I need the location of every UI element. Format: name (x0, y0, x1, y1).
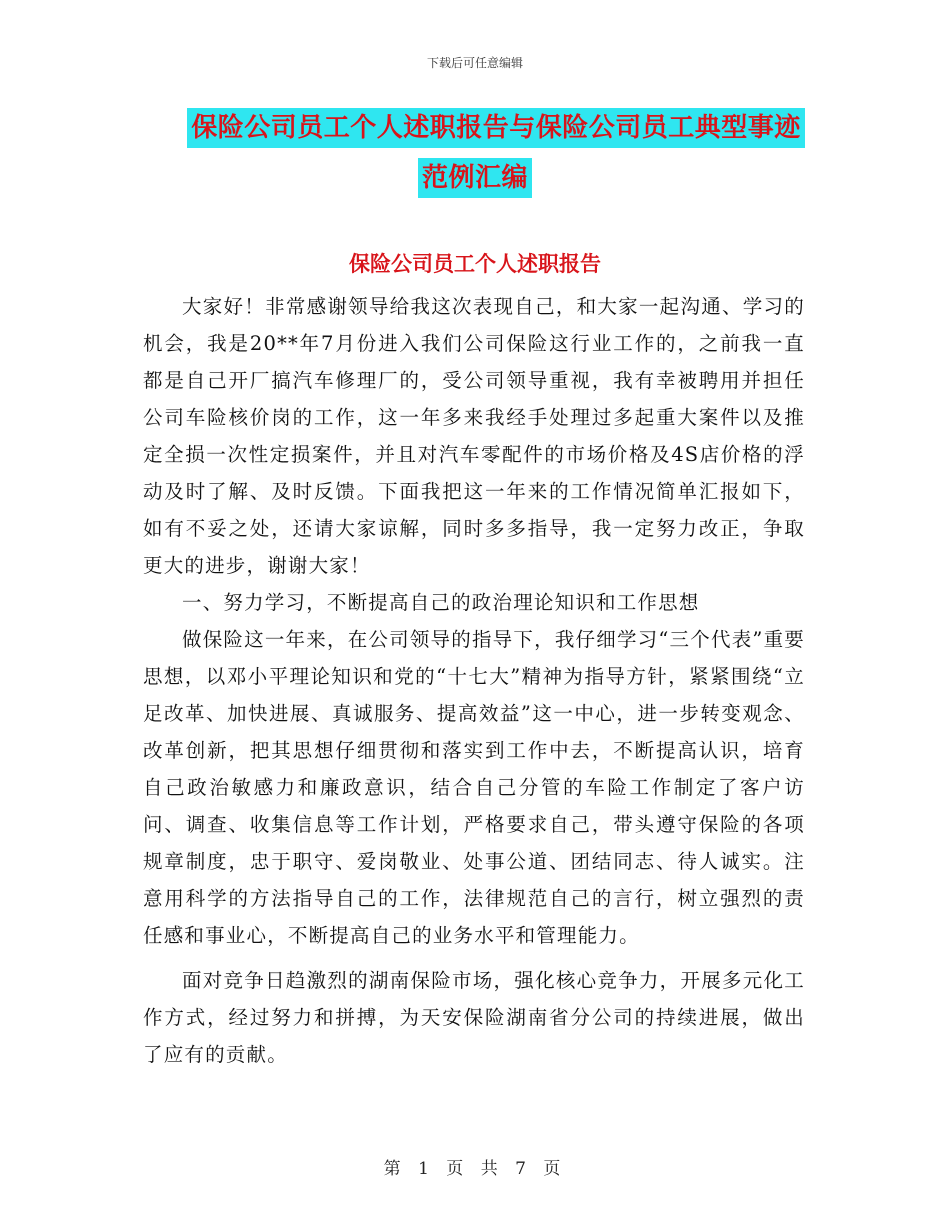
section-title: 保险公司员工个人述职报告 (349, 251, 601, 276)
paragraph-intro: 大家好！非常感谢领导给我这次表现自己，和大家一起沟通、学习的机会，我是20**年7月份进入我们公司保险这行业工作的，之前我一直都是自己开厂搞汽车修理厂的，受公司领导重视，我有幸被聘用并担任公司车险核价岗的工作，这一年多来我经手处理过多起重大案件以及推定全损一次性定损案件，并且对汽车零配件的市场价格及4S店价格的浮动及时了解、及时反馈。下面我把这一年来的工作情况简单汇报如下，如有不妥之处，还请大家谅解，同时多多指导，我一定努力改正，争取更大的进步，谢谢大家！ (143, 295, 805, 577)
body-text (143, 288, 805, 1073)
title-line-1: 保险公司员工个人述职报告与保险公司员工典型事迹 (187, 108, 805, 148)
paragraph-study: 做保险这一年来，在公司领导的指导下，我仔细学习“三个代表”重要思想，以邓小平理论知识和党的“十七大”精神为指导方针，紧紧围绕“立足改革、加快进展、真诚服务、提高效益”这一中心，进一步转变观念、改革创新，把其思想仔细贯彻和落实到工作中去，不断提高认识，培育自己政治敏感力和廉政意识，结合自己分管的车险工作制定了客户访问、调查、收集信息等工作计划，严格要求自己，带头遵守保险的各项规章制度，忠于职守、爱岗敬业、处事公道、团结同志、待人诚实。注意用科学的方法指导自己的工作，法律规范自己的言行，树立强烈的责任感和事业心，不断提高自己的业务水平和管理能力。 (143, 628, 805, 947)
page-number-footer: 第 1 页 共 7 页 (383, 1159, 567, 1179)
header-note: 下载后可任意编辑 (426, 56, 523, 70)
document-title (0, 108, 950, 198)
title-line-2: 范例汇编 (418, 158, 532, 198)
paragraph-market: 面对竞争日趋激烈的湖南保险市场，强化核心竞争力，开展多元化工作方式，经过努力和拼搏，为天安保险湖南省分公司的持续进展，做出了应有的贡献。 (143, 969, 805, 1066)
paragraph-heading-1: 一、努力学习，不断提高自己的政治理论知识和工作思想 (182, 591, 700, 614)
